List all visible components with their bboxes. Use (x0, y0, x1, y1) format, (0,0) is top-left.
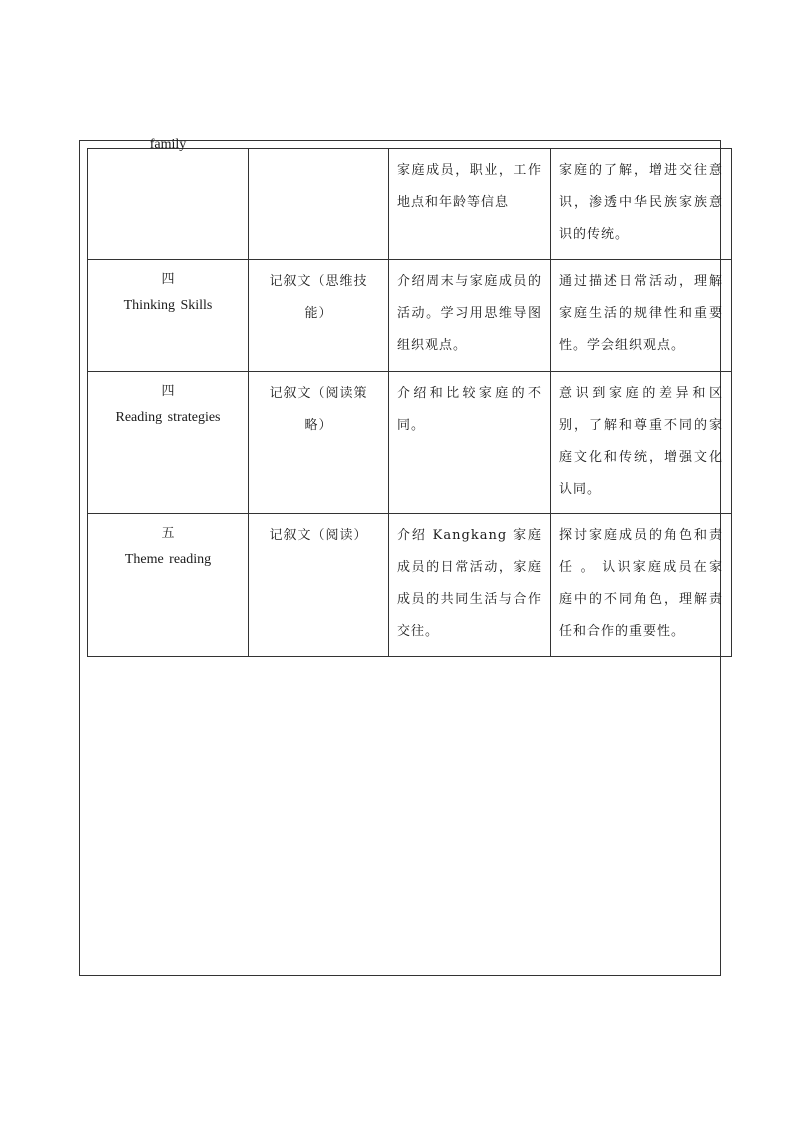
unit-cell (88, 372, 249, 514)
unit-number: 四 (161, 272, 175, 287)
content-cell: 介绍和比较家庭的不同。 (389, 372, 551, 514)
genre-cell: 记叙文（思维技能） (249, 260, 389, 372)
goal-cell: 意识到家庭的差异和区别，了解和尊重不同的家庭文化和传统，增强文化认同。 (551, 372, 732, 514)
unit-title: family (149, 137, 187, 152)
table-row (88, 372, 732, 514)
genre-cell: 记叙文（阅读） (249, 514, 389, 657)
unit-title: Theme reading (124, 552, 212, 567)
table-row (88, 260, 732, 372)
unit-cell (88, 260, 249, 372)
unit-number: 四 (161, 384, 175, 399)
genre-cell: 记叙文（阅读策略） (249, 372, 389, 514)
goal-cell: 家庭的了解，增进交往意识，渗透中华民族家族意识的传统。 (551, 149, 732, 260)
unit-number: 五 (161, 526, 175, 541)
content-cell: 介绍周末与家庭成员的活动。学习用思维导图组织观点。 (389, 260, 551, 372)
unit-cell (88, 137, 249, 260)
content-cell: 介绍 Kangkang 家庭成员的日常活动，家庭成员的共同生活与合作交往。 (389, 514, 551, 657)
table-row (88, 514, 732, 657)
goal-cell: 通过描述日常活动，理解家庭生活的规律性和重要性。学会组织观点。 (551, 260, 732, 372)
unit-title: Reading strategies (115, 410, 221, 425)
table-row (88, 149, 732, 260)
genre-cell (249, 149, 389, 260)
unit-plan-table (87, 137, 732, 657)
unit-title: Thinking Skills (123, 298, 213, 313)
unit-cell (88, 514, 249, 657)
goal-cell: 探讨家庭成员的角色和责任 。 认识家庭成员在家庭中的不同角色，理解责任和合作的重要性。 (551, 514, 732, 657)
content-cell: 家庭成员，职业，工作地点和年龄等信息 (389, 149, 551, 260)
